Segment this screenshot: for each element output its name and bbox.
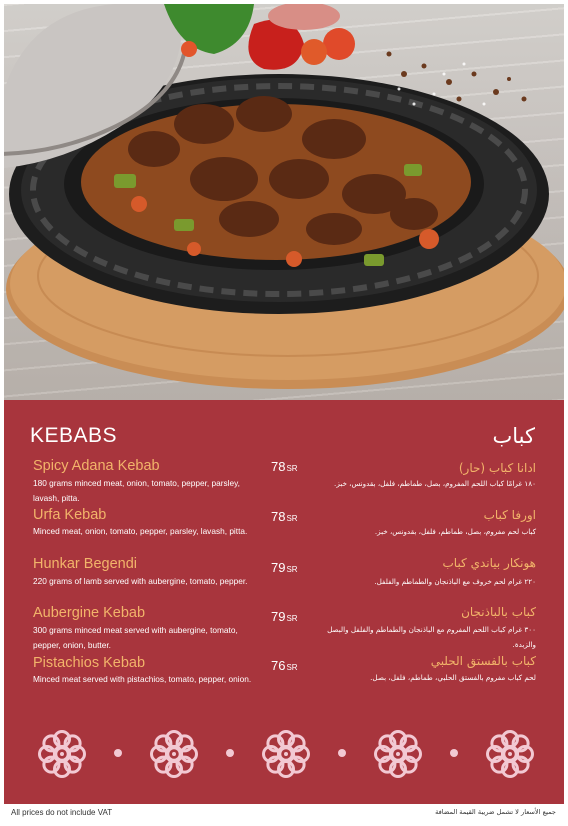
item-price: 78SR <box>271 459 298 474</box>
item-name: Spicy Adana Kebab <box>33 458 160 474</box>
floral-ornament-icon <box>260 728 312 780</box>
item-name: Aubergine Kebab <box>33 605 146 621</box>
item-description: 180 grams minced meat, onion, tomato, pepper, parsley, lavash, pitta. <box>33 478 240 503</box>
item-name-ar: ادانا كباب (حار) <box>458 461 536 475</box>
item-name: Hunkar Begendi <box>33 556 137 572</box>
item-price: 76SR <box>271 658 298 673</box>
item-name: Urfa Kebab <box>33 507 107 523</box>
ornament-dot <box>450 749 458 757</box>
section-title-ar: كباب <box>492 424 535 448</box>
item-name-ar: كباب بالباذنجان <box>461 605 536 619</box>
item-name-ar: هونكار بياندي كباب <box>442 556 536 570</box>
floral-ornament-icon <box>372 728 424 780</box>
item-price: 79SR <box>271 609 298 624</box>
floral-ornament-icon <box>36 728 88 780</box>
item-description-ar: ٢٢٠ غرام لحم خروف مع الباذنجان والطماطم والفلفل. <box>374 577 536 586</box>
item-name-ar: كباب بالفستق الحلبي <box>430 654 536 668</box>
item-description: Minced meat served with pistachios, tomato, pepper, onion. <box>33 674 252 684</box>
item-name: Pistachios Kebab <box>33 655 146 671</box>
item-description: 300 grams minced meat served with aubergine, tomato, pepper, onion, butter. <box>33 625 238 650</box>
floral-ornament-icon <box>148 728 200 780</box>
item-description: 220 grams of lamb served with aubergine, tomato, pepper. <box>33 576 248 586</box>
section-title-en: KEBABS <box>30 424 118 447</box>
item-price: 78SR <box>271 509 298 524</box>
vat-note-ar: جميع الأسعار لا تشمل ضريبة القيمة المضافة <box>435 808 556 816</box>
item-price: 79SR <box>271 560 298 575</box>
floral-ornament-icon <box>484 728 536 780</box>
item-description: Minced meat, onion, tomato, pepper, parsley, lavash, pitta. <box>33 526 248 536</box>
ornament-dot <box>338 749 346 757</box>
item-name-ar: اورفا كباب <box>483 508 536 522</box>
item-description-ar: لحم كباب مفروم بالفستق الحلبي، طماطم، فلفل، بصل. <box>370 673 536 682</box>
item-description-ar: ١٨٠ غرامًا كباب اللحم المفروم، بصل، طماطم، فلفل، بقدونس، خبز. <box>334 479 536 488</box>
item-description-ar: كباب لحم مفروم، بصل، طماطم، فلفل، بقدونس، خبز. <box>374 527 536 536</box>
vat-note-en: All prices do not include VAT <box>11 808 113 817</box>
kebab-platter-photo <box>4 4 564 400</box>
item-description-ar: ٣٠٠ غرام كباب اللحم المفروم مع الباذنجان والطماطم والفلفل والبصل والزبدة. <box>327 625 536 649</box>
ornament-dot <box>114 749 122 757</box>
ornament-dot <box>226 749 234 757</box>
